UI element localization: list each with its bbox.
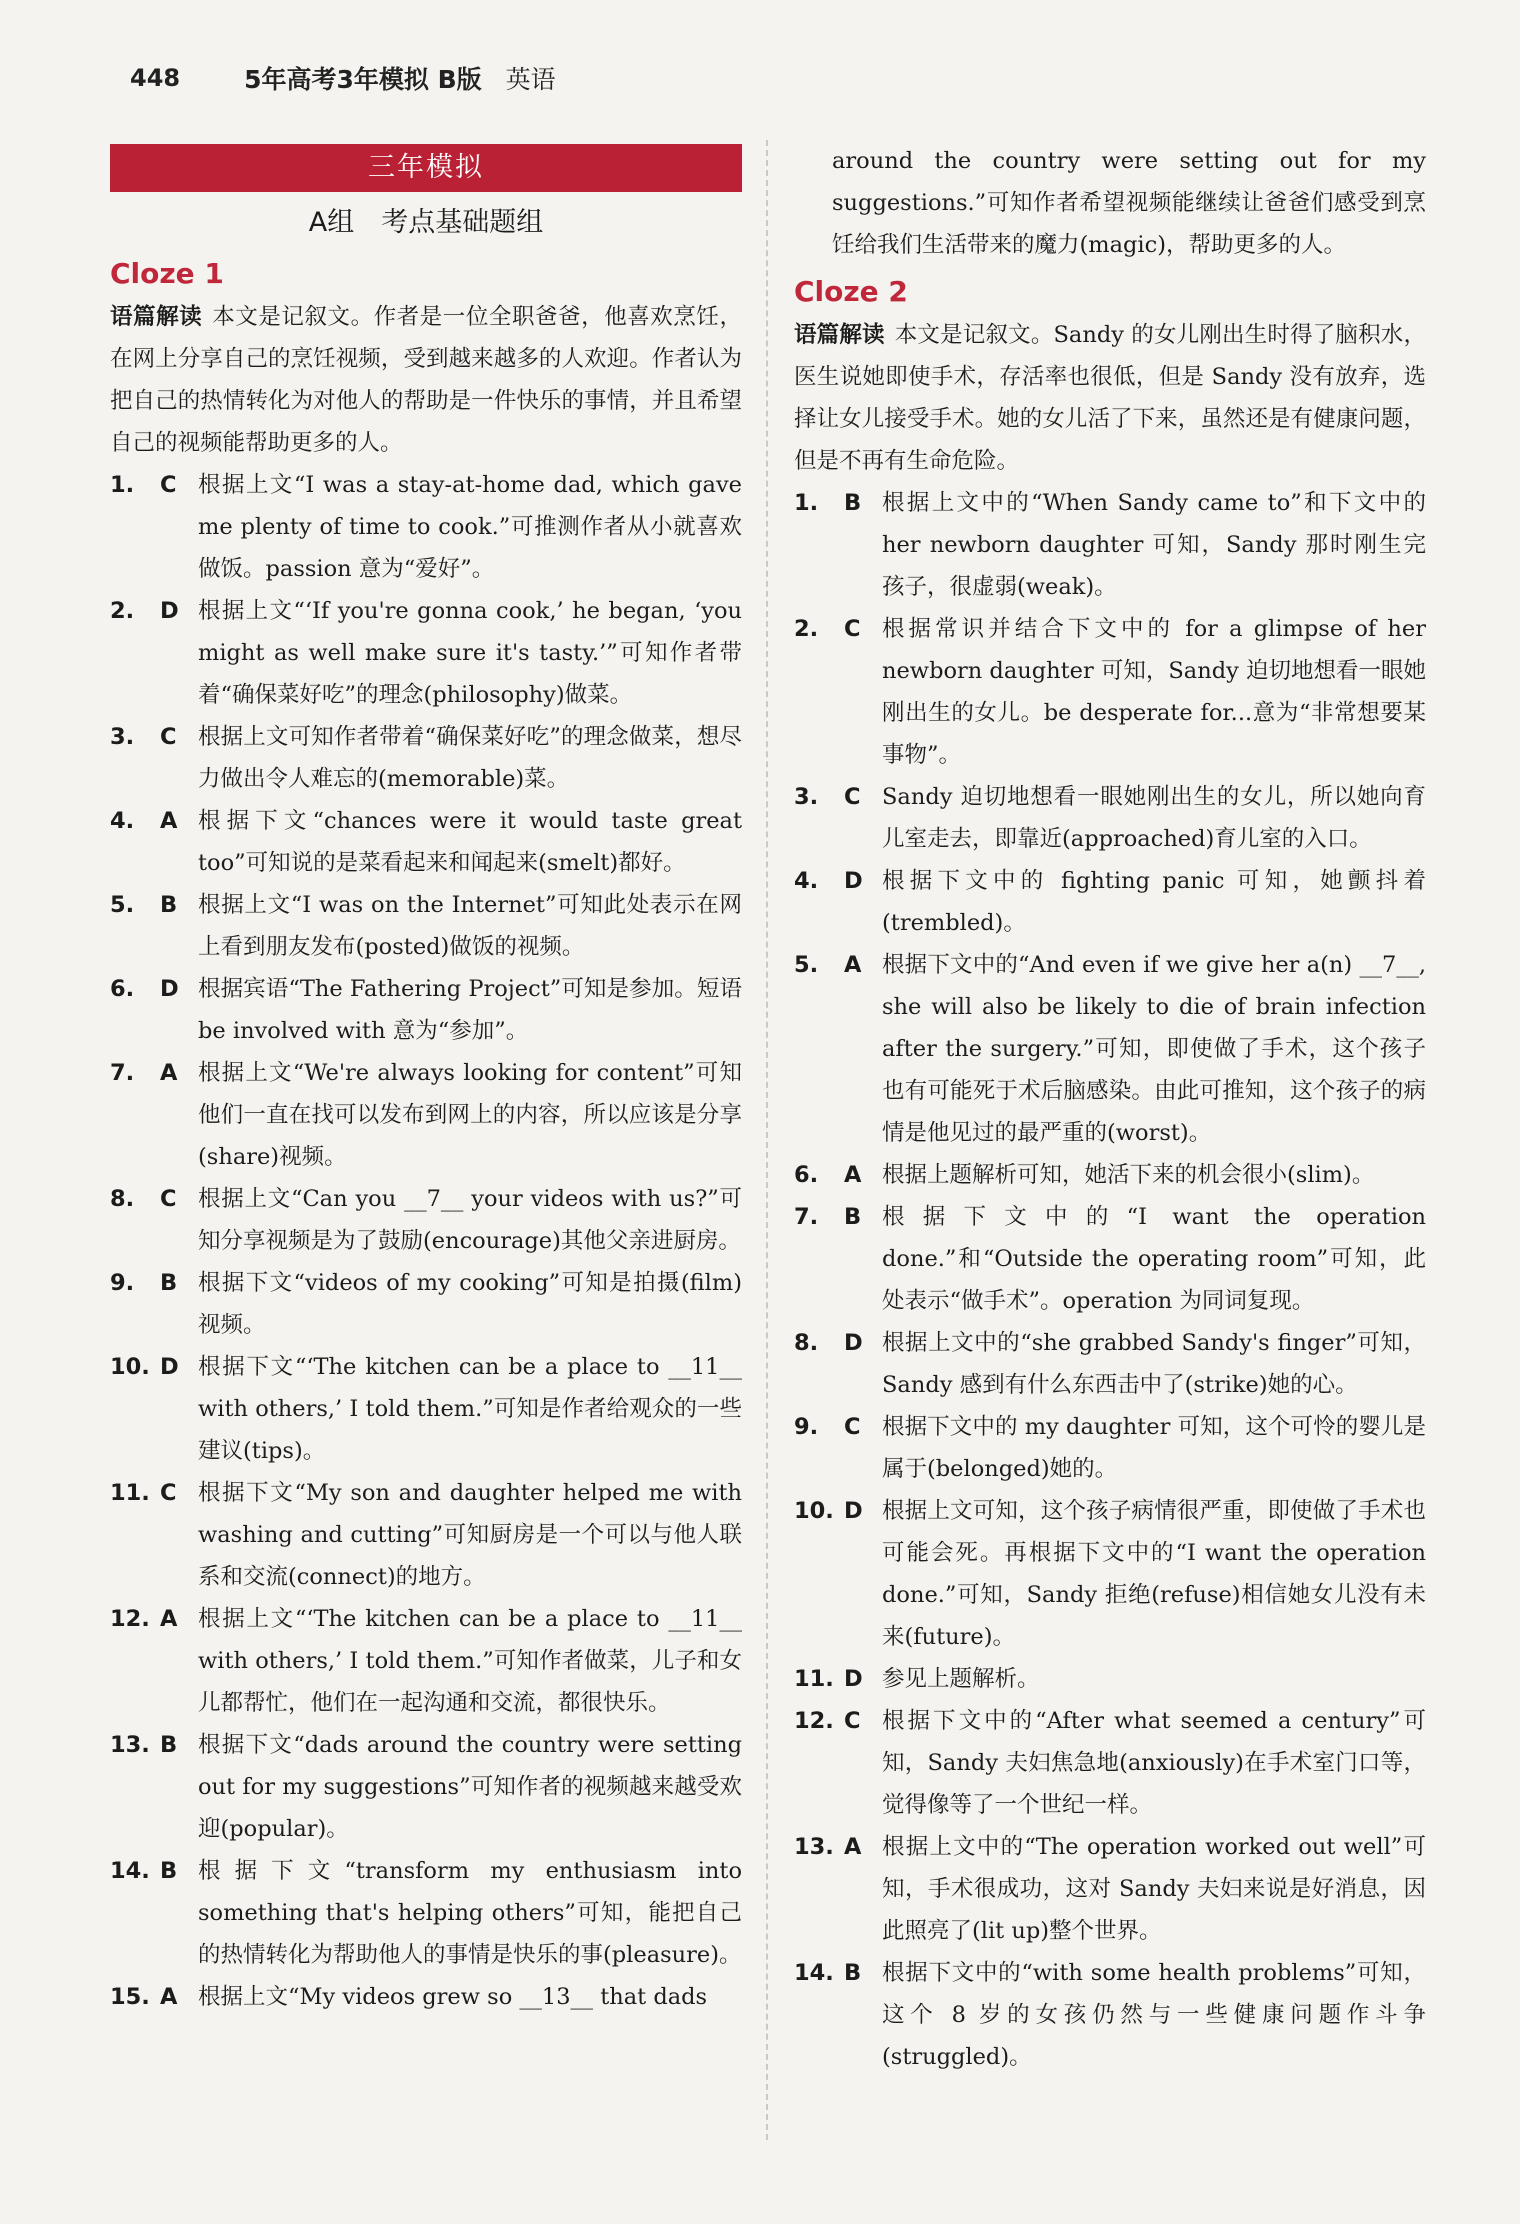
- item-answer: D: [160, 1354, 179, 1380]
- item-number: 1.: [110, 472, 135, 498]
- item-explanation: 根据下文中的 my daughter 可知，这个可怜的婴儿是属于(belonged)她的。: [882, 1414, 1426, 1482]
- item-explanation: 根据下文中的“And even if we give her a(n) __7__, she will also be likely to die of brain infection after the surgery.”可知，即使做了手术，这个孩子也有可能死于术后脑感染。由此可推知，这个孩子的病情是他见过的最严重的(worst)。: [882, 952, 1426, 1146]
- item-answer: B: [160, 1270, 178, 1296]
- item-number: 11.: [794, 1666, 834, 1692]
- answer-item: [110, 1472, 742, 1598]
- item-number: 9.: [110, 1270, 135, 1296]
- item-explanation: 参见上题解析。: [882, 1666, 1040, 1692]
- item-answer: D: [844, 868, 863, 894]
- answer-item: [110, 1724, 742, 1850]
- item-answer: C: [844, 616, 861, 642]
- page-number: 448: [130, 64, 181, 92]
- answer-item: [794, 608, 1426, 776]
- item-number: 2.: [110, 598, 135, 624]
- answer-item: [794, 860, 1426, 944]
- item-number: 3.: [110, 724, 135, 750]
- item-answer: C: [844, 1708, 861, 1734]
- item-answer: A: [844, 952, 862, 978]
- item-explanation: 根据上文“My videos grew so __13__ that dads: [198, 1984, 708, 2010]
- item-answer: C: [844, 1414, 861, 1440]
- cloze1-intro: [110, 296, 742, 464]
- item-number: 4.: [794, 868, 819, 894]
- item-explanation: 根据上文“‘If you're gonna cook,’ he began, ‘you might as well make sure it's tasty.’”可知作者带着“确保菜好吃”的理念(philosophy)做菜。: [198, 598, 742, 708]
- answer-item: [110, 1262, 742, 1346]
- item-explanation: 根据下文中的“I want the operation done.”和“Outside the operating room”可知，此处表示“做手术”。operation 为同词复现。: [882, 1204, 1426, 1314]
- cloze1-continuation: around the country were setting out for my suggestions.”可知作者希望视频能继续让爸爸们感受到烹饪给我们生活带来的魔力(magic)，帮助更多的人。: [832, 148, 1426, 258]
- intro-text: 本文是记叙文。Sandy 的女儿刚出生时得了脑积水，医生说她即使手术，存活率也很低，但是 Sandy 没有放弃，选择让女儿接受手术。她的女儿活了下来，虽然还是有健康问题，但是不再有生命危险。: [794, 322, 1426, 474]
- column-divider: [766, 140, 768, 2140]
- answer-item: [110, 884, 742, 968]
- answer-item: [110, 590, 742, 716]
- item-number: 1.: [794, 490, 819, 516]
- left-column: [110, 140, 742, 2018]
- item-number: 5.: [794, 952, 819, 978]
- item-number: 10.: [110, 1354, 150, 1380]
- answer-item: [110, 1598, 742, 1724]
- item-number: 3.: [794, 784, 819, 810]
- answer-item: [110, 1178, 742, 1262]
- item-answer: C: [160, 1480, 177, 1506]
- item-answer: B: [160, 892, 178, 918]
- item-number: 14.: [110, 1858, 150, 1884]
- item-number: 13.: [794, 1834, 834, 1860]
- item-number: 6.: [110, 976, 135, 1002]
- answer-item: [110, 800, 742, 884]
- answer-item: [110, 1346, 742, 1472]
- answer-item: [794, 1154, 1426, 1196]
- answer-item: [794, 1196, 1426, 1322]
- item-explanation: 根据上文“I was a stay-at-home dad, which gave me plenty of time to cook.”可推测作者从小就喜欢做饭。passion 意为“爱好”。: [198, 472, 742, 582]
- item-explanation: 根据上文可知作者带着“确保菜好吃”的理念做菜，想尽力做出令人难忘的(memorable)菜。: [198, 724, 742, 792]
- item-answer: A: [844, 1834, 862, 1860]
- item-answer: B: [160, 1732, 178, 1758]
- item-answer: B: [844, 1204, 862, 1230]
- item-explanation: 根据下文中的 fighting panic 可知，她颤抖着(trembled)。: [882, 868, 1426, 936]
- item-number: 8.: [110, 1186, 135, 1212]
- item-answer: B: [160, 1858, 178, 1884]
- item-explanation: 根据下文中的“After what seemed a century”可知，Sandy 夫妇焦急地(anxiously)在手术室门口等，觉得像等了一个世纪一样。: [882, 1708, 1426, 1818]
- intro-label: 语篇解读: [110, 304, 203, 330]
- item-answer: D: [844, 1330, 863, 1356]
- answer-item: [110, 1850, 742, 1976]
- item-number: 7.: [110, 1060, 135, 1086]
- item-number: 13.: [110, 1732, 150, 1758]
- item-answer: A: [160, 1060, 178, 1086]
- item-explanation: 根据上题解析可知，她活下来的机会很小(slim)。: [882, 1162, 1375, 1188]
- item-number: 12.: [794, 1708, 834, 1734]
- answer-item: [794, 1406, 1426, 1490]
- item-number: 12.: [110, 1606, 150, 1632]
- item-answer: C: [844, 784, 861, 810]
- answer-item: [110, 968, 742, 1052]
- item-answer: C: [160, 724, 177, 750]
- intro-text: 本文是记叙文。作者是一位全职爸爸，他喜欢烹饪，在网上分享自己的烹饪视频，受到越来越多的人欢迎。作者认为把自己的热情转化为对他人的帮助是一件快乐的事情，并且希望自己的视频能帮助更多的人。: [110, 304, 742, 456]
- answer-item: [110, 1052, 742, 1178]
- item-number: 15.: [110, 1984, 150, 2010]
- item-explanation: 根据宾语“The Fathering Project”可知是参加。短语 be involved with 意为“参加”。: [198, 976, 742, 1044]
- item-number: 4.: [110, 808, 135, 834]
- item-explanation: 根据上文中的“The operation worked out well”可知，手术很成功，这对 Sandy 夫妇来说是好消息，因此照亮了(lit up)整个世界。: [882, 1834, 1426, 1944]
- item-answer: D: [160, 976, 179, 1002]
- item-explanation: 根据上文中的“she grabbed Sandy's finger”可知，Sandy 感到有什么东西击中了(strike)她的心。: [882, 1330, 1426, 1398]
- item-explanation: 根据常识并结合下文中的 for a glimpse of her newborn daughter 可知，Sandy 迫切地想看一眼她刚出生的女儿。be desperate for...意为“非常想要某事物”。: [882, 616, 1426, 768]
- item-explanation: 根据上文“I was on the Internet”可知此处表示在网上看到朋友发布(posted)做饭的视频。: [198, 892, 742, 960]
- cloze2-answer-list: [794, 482, 1426, 2078]
- running-header: [130, 58, 556, 98]
- cloze2-title: Cloze 2: [794, 275, 908, 308]
- item-answer: A: [844, 1162, 862, 1188]
- answer-item: [794, 482, 1426, 608]
- item-explanation: 根据下文“videos of my cooking”可知是拍摄(film)视频。: [198, 1270, 742, 1338]
- item-answer: A: [160, 1984, 178, 2010]
- item-number: 10.: [794, 1498, 834, 1524]
- book-title: 5年高考3年模拟 B版: [244, 65, 482, 94]
- item-answer: D: [160, 598, 179, 624]
- item-number: 6.: [794, 1162, 819, 1188]
- group-title: A组 考点基础题组: [308, 207, 544, 238]
- item-number: 7.: [794, 1204, 819, 1230]
- cloze2-intro: [794, 314, 1426, 482]
- item-explanation: 根据上文“Can you __7__ your videos with us?”可知分享视频是为了鼓励(encourage)其他父亲进厨房。: [198, 1186, 742, 1254]
- answer-item: [794, 944, 1426, 1154]
- item-explanation: 根据上文中的“When Sandy came to”和下文中的 her newborn daughter 可知，Sandy 那时刚生完孩子，很虚弱(weak)。: [882, 490, 1426, 600]
- item-explanation: 根据下文“My son and daughter helped me with washing and cutting”可知厨房是一个可以与他人联系和交流(connect)的地方。: [198, 1480, 742, 1590]
- answer-item: [794, 1322, 1426, 1406]
- item-number: 14.: [794, 1960, 834, 1986]
- answer-item: [794, 1658, 1426, 1700]
- answer-item: [794, 1490, 1426, 1658]
- item-explanation: 根据下文“dads around the country were setting out for my suggestions”可知作者的视频越来越受欢迎(popular)。: [198, 1732, 742, 1842]
- answer-item: [794, 1826, 1426, 1952]
- item-answer: C: [160, 1186, 177, 1212]
- item-explanation: 根据下文“transform my enthusiasm into something that's helping others”可知，能把自己的热情转化为帮助他人的事情是快乐的事(pleasure)。: [198, 1858, 742, 1968]
- answer-item: [110, 464, 742, 590]
- item-number: 8.: [794, 1330, 819, 1356]
- item-answer: A: [160, 1606, 178, 1632]
- item-answer: D: [844, 1498, 863, 1524]
- cloze1-answer-list: [110, 464, 742, 2018]
- item-number: 9.: [794, 1414, 819, 1440]
- right-column: [794, 140, 1426, 2078]
- item-explanation: 根据上文“We're always looking for content”可知他们一直在找可以发布到网上的内容，所以应该是分享(share)视频。: [198, 1060, 742, 1170]
- item-explanation: 根据上文“‘The kitchen can be a place to __11__ with others,’ I told them.”可知作者做菜，儿子和女儿都帮忙，他们在一起沟通和交流，都很快乐。: [198, 1606, 742, 1716]
- intro-label: 语篇解读: [794, 322, 885, 348]
- subject-label: 英语: [505, 65, 556, 94]
- answer-item: [110, 716, 742, 800]
- item-answer: B: [844, 490, 862, 516]
- item-number: 2.: [794, 616, 819, 642]
- item-answer: D: [844, 1666, 863, 1692]
- answer-item: [794, 1700, 1426, 1826]
- item-explanation: Sandy 迫切地想看一眼她刚出生的女儿，所以她向育儿室走去，即靠近(approached)育儿室的入口。: [882, 784, 1426, 852]
- item-number: 11.: [110, 1480, 150, 1506]
- item-number: 5.: [110, 892, 135, 918]
- item-explanation: 根据下文“chances were it would taste great too”可知说的是菜看起来和闻起来(smelt)都好。: [198, 808, 742, 876]
- cloze1-title: Cloze 1: [110, 257, 224, 290]
- item-explanation: 根据下文中的“with some health problems”可知，这个 8 岁的女孩仍然与一些健康问题作斗争(struggled)。: [882, 1960, 1426, 2070]
- item-answer: B: [844, 1960, 862, 1986]
- item-explanation: 根据下文“‘The kitchen can be a place to __11__ with others,’ I told them.”可知是作者给观众的一些建议(tips)。: [198, 1354, 742, 1464]
- item-answer: C: [160, 472, 177, 498]
- answer-item: [110, 1976, 742, 2018]
- item-answer: A: [160, 808, 178, 834]
- item-explanation: 根据上文可知，这个孩子病情很严重，即使做了手术也可能会死。再根据下文中的“I want the operation done.”可知，Sandy 拒绝(refuse)相信她女儿没有未来(future)。: [882, 1498, 1426, 1650]
- answer-item: [794, 776, 1426, 860]
- section-banner: 三年模拟: [110, 144, 742, 192]
- answer-item: [794, 1952, 1426, 2078]
